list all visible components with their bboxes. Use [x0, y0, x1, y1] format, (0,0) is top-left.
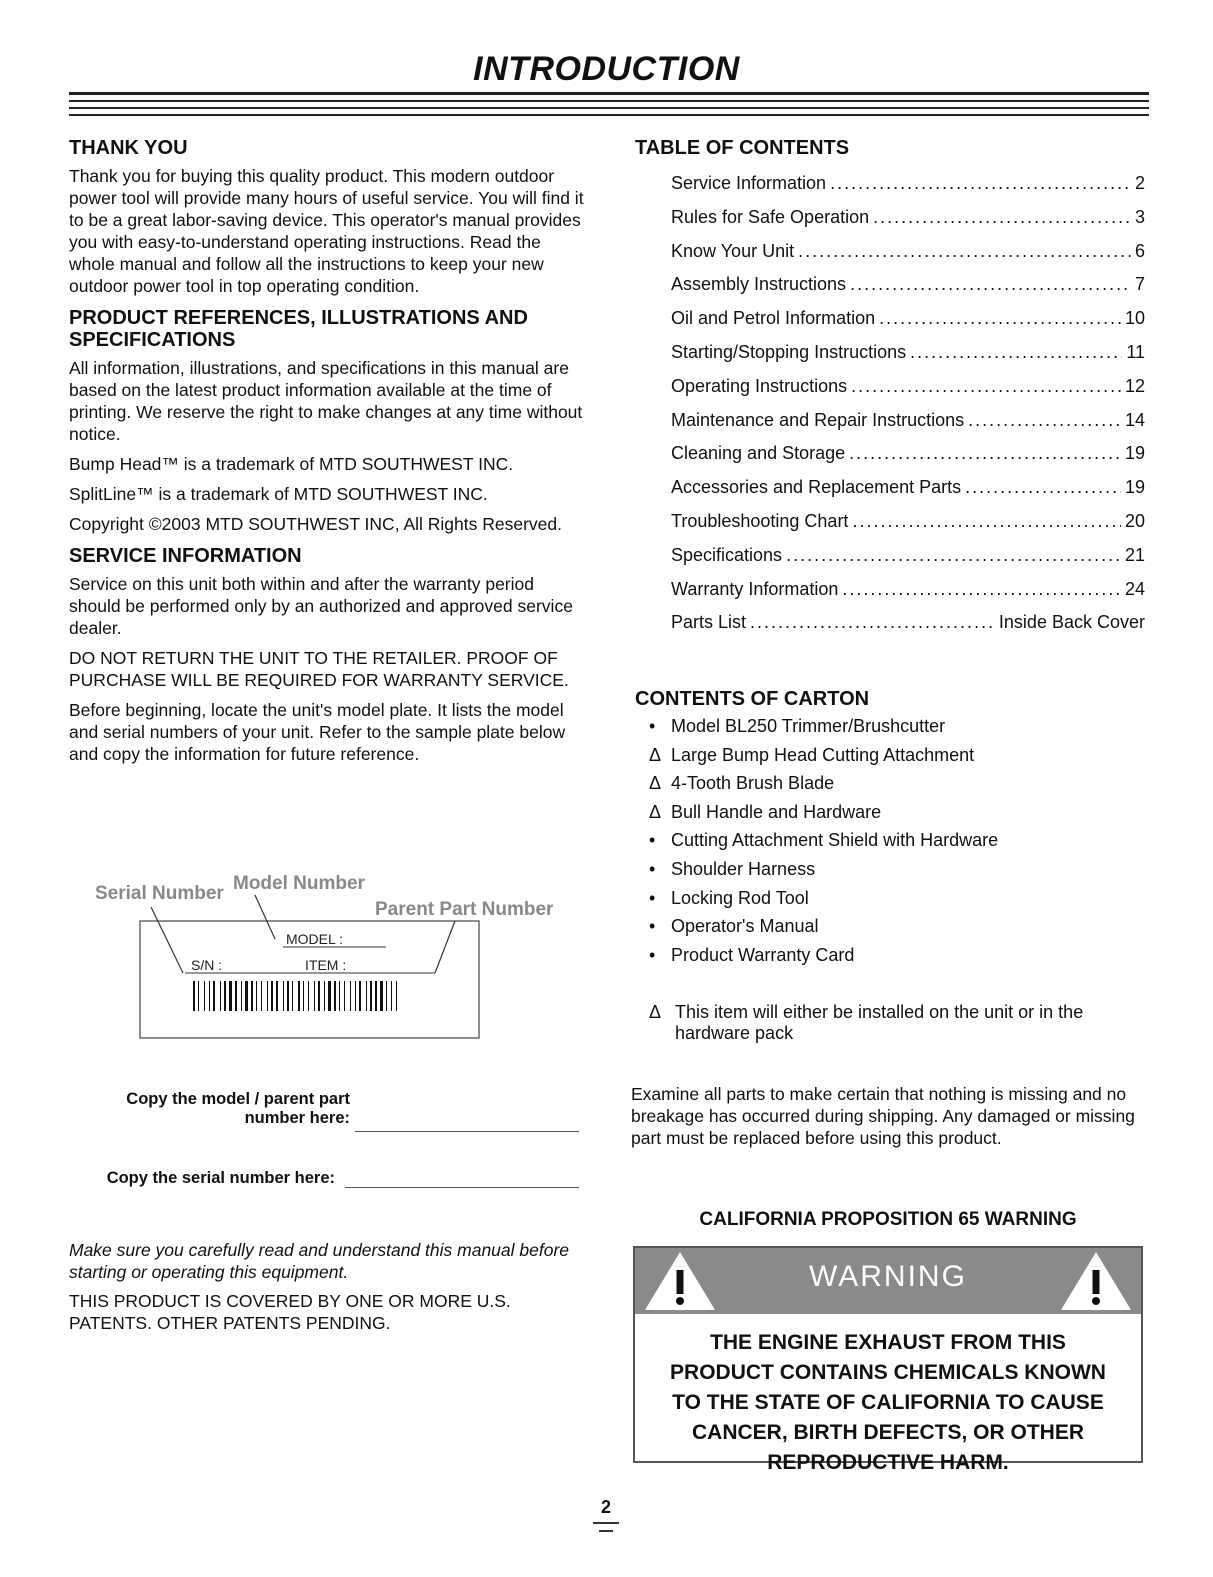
item-field: ITEM : [305, 957, 347, 973]
barcode-bar [344, 981, 345, 1011]
product-references-body: All information, illustrations, and specifications in this manual are based on the latest product information available at the time of printing. We reserve the right to make changes at any time without notice. [69, 358, 583, 444]
bump-head-trademark: Bump Head™ is a trademark of MTD SOUTHWEST INC. [69, 454, 514, 474]
barcode-bar [324, 981, 325, 1011]
barcode-bar [366, 981, 367, 1011]
page-number-underline [593, 1522, 619, 1524]
model-field: MODEL : [286, 931, 344, 947]
barcode-bar [220, 981, 221, 1011]
carton-item-text: Large Bump Head Cutting Attachment [671, 744, 975, 765]
toc-entry-page: 21 [1124, 544, 1145, 565]
toc-entry [671, 579, 1145, 613]
read-manual-note: Make sure you carefully read and understand this manual before starting or operating this equipment. [69, 1240, 570, 1282]
toc-entry-label: Parts List [671, 612, 747, 633]
barcode-bar [386, 981, 387, 1011]
carton-item-marker: • [649, 887, 656, 908]
carton-item-marker: • [649, 716, 656, 736]
toc-entry [671, 443, 1145, 477]
barcode-bar [298, 981, 300, 1011]
barcode [193, 981, 397, 1011]
toc-entry-label: Starting/Stopping Instructions [671, 341, 907, 362]
warning-triangle-icon [1051, 1248, 1141, 1314]
toc-leader-dots [965, 477, 1121, 498]
toc-entry-page: 19 [1124, 443, 1145, 464]
carton-item [649, 888, 1145, 917]
toc-entry [671, 511, 1145, 545]
carton-item-text: Shoulder Harness [671, 858, 816, 879]
barcode-bar [224, 981, 226, 1011]
barcode-bar [391, 981, 392, 1011]
barcode-bar [314, 981, 315, 1011]
barcode-bar [198, 981, 199, 1011]
toc-entry-page: 14 [1124, 409, 1145, 430]
toc-entry-label: Specifications [671, 544, 783, 565]
carton-item [649, 830, 1145, 859]
barcode-bar [213, 981, 215, 1011]
carton-list [635, 716, 1145, 973]
serial-number-write-line [345, 1187, 579, 1188]
carton-item [649, 945, 1145, 974]
toc-leader-dots [750, 612, 995, 633]
carton-heading: CONTENTS OF CARTON [635, 688, 870, 710]
do-not-return-notice: DO NOT RETURN THE UNIT TO THE RETAILER. PROOF OF PURCHASE WILL BE REQUIRED FOR WARRANTY SERVICE. [69, 648, 569, 690]
title-rule [69, 107, 1149, 109]
toc-entry-label: Rules for Safe Operation [671, 206, 870, 227]
carton-item-text: Operator's Manual [671, 916, 819, 937]
toc-entry [671, 207, 1145, 241]
right-column [635, 137, 1145, 646]
toc-entry-page: 12 [1124, 375, 1145, 396]
carton-item-marker: • [649, 944, 656, 965]
serial-number-label: Serial Number [95, 883, 224, 904]
carton-item-text: Product Warranty Card [671, 944, 855, 965]
toc-entry [671, 477, 1145, 511]
page-number-underline [599, 1530, 613, 1532]
toc-leader-dots [968, 410, 1121, 431]
toc-entry-page: 20 [1124, 510, 1145, 531]
toc-entry-label: Accessories and Replacement Parts [671, 477, 962, 498]
carton-item-text: Bull Handle and Hardware [671, 801, 882, 822]
toc-entry-page: 7 [1134, 274, 1145, 295]
toc-leader-dots [852, 511, 1121, 532]
toc-entry-label: Warranty Information [671, 578, 839, 599]
patents-notice: THIS PRODUCT IS COVERED BY ONE OR MORE U.S. PATENTS. OTHER PATENTS PENDING. [69, 1291, 511, 1333]
toc-leader-dots [830, 173, 1131, 194]
toc-leader-dots [786, 545, 1121, 566]
prop65-warning-text: THE ENGINE EXHAUST FROM THIS PRODUCT CONTAINS CHEMICALS KNOWN TO THE STATE OF CALIFORNIA TO CAUSE CANCER, BIRTH DEFECTS, OR OTHER REPRODUCTIVE HARM. [670, 1331, 1106, 1474]
left-column [69, 137, 589, 773]
toc-entry-label: Oil and Petrol Information [671, 308, 876, 329]
toc-entry [671, 545, 1145, 579]
model-number-write-line [355, 1131, 579, 1132]
toc-entry-page: 2 [1134, 173, 1145, 193]
model-plate-instructions: Before beginning, locate the unit's model plate. It lists the model and serial numbers of your unit. Refer to the sample plate below and copy the information for future reference. [69, 700, 566, 764]
toc-entry-page: 6 [1134, 240, 1145, 261]
carton-item-marker: • [649, 830, 656, 851]
carton-note-mark: Δ [649, 1002, 662, 1023]
carton-section [635, 688, 1145, 1044]
toc-entry-label: Know Your Unit [671, 240, 795, 261]
barcode-bar [256, 981, 257, 1011]
toc-heading: TABLE OF CONTENTS [635, 137, 850, 159]
examine-parts-notice: Examine all parts to make certain that nothing is missing and no breakage has occurred during shipping. Any damaged or missing part must be replaced before using this product. [631, 1084, 1135, 1148]
carton-item [649, 716, 1145, 745]
toc-entry [671, 241, 1145, 275]
barcode-bar [355, 981, 356, 1011]
toc-entry [671, 410, 1145, 444]
service-information-heading: SERVICE INFORMATION [69, 545, 302, 567]
barcode-bar [193, 981, 195, 1011]
barcode-bar [245, 981, 248, 1011]
toc-entry-page: 19 [1124, 477, 1145, 498]
serial-pointer [151, 907, 183, 973]
toc-entry-label: Assembly Instructions [671, 274, 847, 295]
toc-leader-dots [849, 443, 1121, 464]
prop65-warning-box [633, 1246, 1143, 1474]
model-number-label: Model Number [233, 873, 365, 894]
model-plate-diagram [93, 867, 553, 1047]
barcode-bar [318, 981, 320, 1011]
warning-banner [635, 1248, 1141, 1314]
barcode-bar [229, 981, 232, 1011]
toc-entry [671, 342, 1145, 376]
barcode-bar [276, 981, 278, 1011]
sn-field: S/N : [191, 957, 223, 973]
splitline-trademark: SplitLine™ is a trademark of MTD SOUTHWEST INC. [69, 484, 488, 504]
warning-word: WARNING [809, 1260, 967, 1293]
barcode-bar [339, 981, 340, 1011]
barcode-bar [359, 981, 361, 1011]
toc-entry-label: Cleaning and Storage [671, 443, 846, 464]
toc-leader-dots [873, 207, 1131, 228]
model-plate-svg [93, 867, 553, 1047]
barcode-bar [350, 981, 351, 1011]
title-rule [69, 100, 1149, 102]
carton-item-text: Locking Rod Tool [671, 887, 809, 908]
thank-you-heading: THANK YOU [69, 137, 188, 159]
copy-model-label-line2: number here: [244, 1109, 350, 1127]
barcode-bar [308, 981, 309, 1011]
copy-model-label-line1: Copy the model / parent part [126, 1090, 350, 1108]
toc-entry-page: Inside Back Cover [998, 612, 1145, 633]
carton-item-text: Model BL250 Trimmer/Brushcutter [671, 716, 946, 736]
barcode-bar [241, 981, 242, 1011]
toc-entry-label: Maintenance and Repair Instructions [671, 409, 965, 430]
barcode-bar [209, 981, 210, 1011]
prop65-heading: CALIFORNIA PROPOSITION 65 WARNING [699, 1209, 1077, 1230]
barcode-bar [370, 981, 372, 1011]
toc-entry-page: 10 [1124, 308, 1145, 329]
page-number: 2 [600, 1497, 611, 1517]
toc-entry [671, 274, 1145, 308]
parent-part-number-label: Parent Part Number [375, 899, 553, 920]
toc-entry [671, 173, 1145, 207]
barcode-bar [261, 981, 262, 1011]
carton-item [649, 802, 1145, 831]
carton-item-marker: • [649, 916, 656, 937]
toc-entry [671, 308, 1145, 342]
toc-entry [671, 612, 1145, 646]
copy-serial-label: Copy the serial number here: [106, 1169, 335, 1187]
barcode-bar [303, 981, 304, 1011]
carton-item [649, 773, 1145, 802]
toc-entry-page: 11 [1126, 341, 1145, 362]
carton-item [649, 859, 1145, 888]
barcode-bar [283, 981, 284, 1011]
barcode-bar [235, 981, 237, 1011]
carton-item-marker: Δ [649, 773, 662, 794]
carton-item-marker: • [649, 858, 656, 879]
page-title: INTRODUCTION [473, 50, 740, 88]
barcode-bar [292, 981, 293, 1011]
barcode-bar [375, 981, 377, 1011]
carton-note-text: This item will either be installed on the unit or in the hardware pack [675, 1002, 1084, 1044]
title-rule [69, 92, 1149, 95]
copy-model-label [100, 1090, 350, 1128]
barcode-bar [287, 981, 289, 1011]
carton-item-marker: Δ [649, 744, 662, 765]
barcode-bar [251, 981, 253, 1011]
toc-entry [671, 376, 1145, 410]
title-rule [69, 114, 1149, 116]
toc-entry-label: Operating Instructions [671, 375, 848, 396]
barcode-bar [396, 981, 397, 1011]
toc-leader-dots [842, 579, 1121, 600]
toc-entry-label: Service Information [671, 173, 827, 193]
toc-leader-dots [879, 308, 1121, 329]
model-pointer [255, 895, 275, 939]
barcode-bar [328, 981, 331, 1011]
barcode-bar [380, 981, 383, 1011]
product-references-heading: PRODUCT REFERENCES, ILLUSTRATIONS AND SPECIFICATIONS [69, 307, 528, 351]
toc-entry-label: Troubleshooting Chart [671, 510, 849, 531]
copyright-notice: Copyright ©2003 MTD SOUTHWEST INC, All Rights Reserved. [69, 514, 562, 534]
toc-entry-page: 24 [1124, 578, 1145, 599]
toc-leader-dots [798, 241, 1131, 262]
barcode-bar [204, 981, 205, 1011]
thank-you-body: Thank you for buying this quality product. This modern outdoor power tool will provide many hours of useful service. You will find it to be a great labor-saving device. This operator's manual provides you with easy-to-understand operating instructions. Read the whole manual and follow all the instructions to keep your new outdoor power tool in top operating condition. [69, 166, 584, 296]
toc-entry-page: 3 [1134, 206, 1145, 227]
service-information-body: Service on this unit both within and after the warranty period should be performed only by an authorized and approved service dealer. [69, 574, 573, 638]
carton-item-text: Cutting Attachment Shield with Hardware [671, 830, 999, 851]
toc-leader-dots [851, 376, 1121, 397]
parent-pointer [435, 921, 455, 973]
carton-item-text: 4-Tooth Brush Blade [671, 773, 835, 794]
barcode-bar [334, 981, 336, 1011]
carton-item [649, 916, 1145, 945]
carton-item [649, 745, 1145, 774]
carton-item-marker: Δ [649, 801, 662, 822]
toc-leader-dots [850, 274, 1131, 295]
toc-leader-dots [910, 342, 1122, 363]
barcode-bar [271, 981, 273, 1011]
toc-list [635, 173, 1145, 646]
carton-note [635, 1002, 1145, 1044]
barcode-bar [267, 981, 268, 1011]
